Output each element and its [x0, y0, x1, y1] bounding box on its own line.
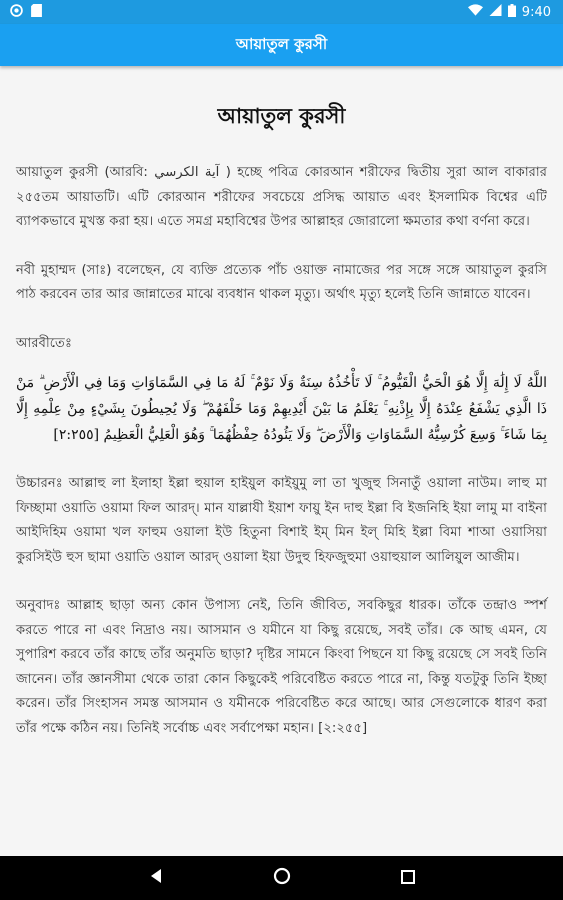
arabic-label: আরবীতেঃ: [16, 335, 72, 351]
content-scroll-area[interactable]: [0, 66, 563, 856]
status-time: 9:40: [521, 4, 551, 20]
status-left-icons: [10, 4, 42, 21]
back-icon: [149, 868, 163, 888]
translation-paragraph: অনুবাদঃ আল্লাহ ছাড়া অন্য কোন উপাস্য নেই, তিনি জীবিত, সবকিছুর ধারক। তাঁকে তন্দ্রাও স্পর্শ করতে পারে না এবং নিদ্রাও নয়। আসমান ও যমীনে যা কিছু রয়েছে, সবই তাঁর। কে আছ এমন, যে সুপারিশ করবে তাঁর কাছে তাঁর অনুমতি ছাড়া? দৃষ্টির সামনে কিংবা পিছনে যা কিছু রয়েছে সে সবই তিনি জানেন। তাঁর জ্ঞানসীমা থেকে তারা কোন কিছুকেই পরিবেষ্টিত করতে পারে না, কিন্তু যতটুকু তিনি ইচ্ছা করেন। তাঁর সিংহাসন সমস্ত আসমান ও যমীনকে পরিবেষ্টিত করে আছে। আর সেগুলোকে ধারণ করা তাঁর পক্ষে কঠিন নয়। তিনিই সর্বোচ্চ এবং সর্বাপেক্ষা মহান। [২:২৫৫]: [16, 598, 547, 736]
home-icon: [273, 867, 291, 889]
status-bar: [0, 0, 563, 24]
battery-icon: [508, 4, 516, 21]
app-bar: [0, 24, 563, 66]
status-right-icons: [468, 4, 551, 21]
pronunciation-paragraph: উচ্চারনঃ আল্লাহু লা ইলাহা ইল্লা হুয়াল হাইয়ুল কাইয়ুমু লা তা খুজুহু সিনাতুঁ ওয়ালা নাউম। লাহু মা ফিচ্ছামা ওয়াতি ওয়ামা ফিল আরদ্। মান যাল্লাযী ইয়াশ ফায়ু ইন দাহু ইল্লা বি ইজনিহি ইয়া লামু মা বাইনা আইদিহিম ওয়ামা খল ফাহুম ওয়ালা ইউ হিতুনা বিশাই ইম্ মিন ইল্ মিহি ইল্লা বিমা শাআ ওয়াসিয়া কুরসিইউ হুস ছামা ওয়াতি ওয়াল আরদ্ ওয়ালা ইয়া উদুহু হিফজুহুমা ওয়াহুয়াল আলিয়ুল আজীম।: [16, 476, 547, 565]
wifi-icon: [468, 4, 483, 20]
app-title: আয়াতুল কুরসী: [235, 34, 328, 53]
sd-card-icon: [31, 4, 42, 21]
arabic-verse: اللَّهُ لَا إِلَٰهَ إِلَّا هُوَ الْحَيُّ الْقَيُّومُ ۚ لَا تَأْخُذُهُ سِنَةٌ وَلَا نَوْمٌ ۚ لَهُ مَا فِي السَّمَاوَاتِ وَمَا فِي الْأَرْضِ ۗ مَنْ ذَا الَّذِي يَشْفَعُ عِنْدَهُ إِلَّا بِإِذْنِهِ ۚ يَعْلَمُ مَا بَيْنَ أَيْدِيهِمْ وَمَا خَلْفَهُمْ ۖ وَلَا يُحِيطُونَ بِشَيْءٍ مِنْ عِلْمِهِ إِلَّا بِمَا شَاءَ ۚ وَسِعَ كُرْسِيُّهُ السَّمَاوَاتِ وَالْأَرْضَ ۖ وَلَا يَئُودُهُ حِفْظُهُمَا ۚ وَهُوَ الْعَلِيُّ الْعَظِيمُ [٢:٢٥٥]: [16, 375, 547, 443]
navigation-bar: [0, 856, 563, 900]
signal-icon: [489, 4, 502, 20]
hadith-paragraph: নবী মুহাম্মদ (সাঃ) বলেছেন, যে ব্যক্তি প্রত্যেক পাঁচ ওয়াক্ত নামাজের পর সঙ্গে সঙ্গে আয়াতুল কুরসি পাঠ করবেন তার আর জান্নাতের মাঝে ব্যবধান থাকল মৃত্যু। অর্থাৎ মৃত্যু হলেই তিনি জান্নাতে যাবেন।: [16, 262, 547, 302]
recents-button[interactable]: [393, 863, 423, 893]
recents-icon: [401, 869, 415, 888]
home-button[interactable]: [267, 863, 297, 893]
intro-paragraph: আয়াতুল কুরসী (আরবি: آية الكرسي ) হচ্ছে পবিত্র কোরআন শরীফের দ্বিতীয় সুরা আল বাকারার ২৫৫তম আয়াতটি। এটি কোরআন শরীফের সবচেয়ে প্রসিদ্ধ আয়াত এবং ইসলামিক বিশ্বের এটি ব্যাপকভাবে মুখস্ত করা হয়। এতে সমগ্র মহাবিশ্বের উপর আল্লাহর জোরালো ক্ষমতার কথা বর্ণনা করে।: [16, 165, 548, 229]
page-heading: আয়াতুল কুরসী: [217, 104, 346, 128]
sync-icon: [10, 4, 23, 21]
back-button[interactable]: [141, 863, 171, 893]
